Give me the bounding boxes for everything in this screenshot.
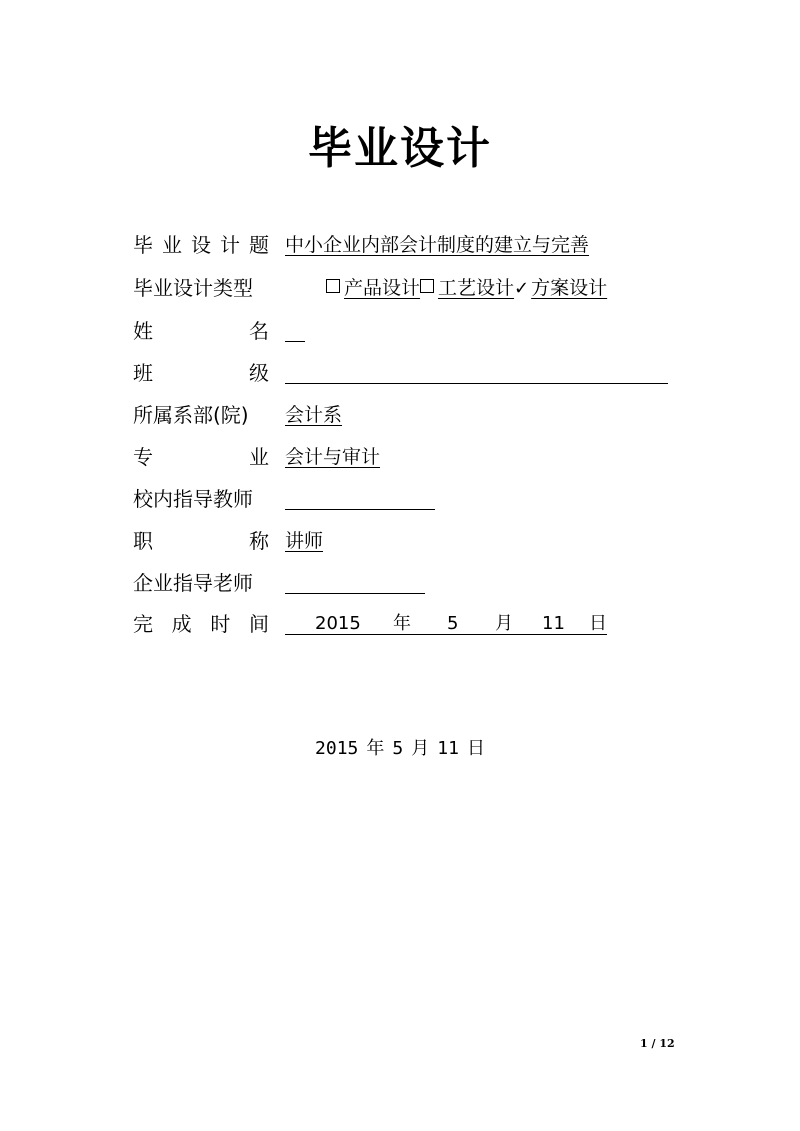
checkbox-process-design [420,279,434,293]
label-char: 名 [249,319,269,343]
label-char: 完 [133,612,153,636]
type-options [326,273,607,304]
footer-day-unit: 日 [466,738,485,759]
field-label [133,568,269,598]
checkbox-product-design [326,279,340,293]
field-label [133,400,269,430]
label-text: 校内指导教师 [133,487,253,511]
footer-year: 2015 [315,738,359,759]
title-rank-value: 讲师 [285,530,324,552]
field-major [133,442,673,472]
completion-year-unit: 年 [393,613,411,634]
company-advisor-blank-line [285,593,425,594]
label-char: 题 [249,233,269,257]
completion-year: 2015 [315,613,361,634]
field-label [133,484,269,514]
major-value: 会计与审计 [285,446,381,468]
field-department [133,400,673,430]
label-char: 业 [162,233,182,257]
field-school-advisor [133,484,673,514]
field-completion-date [133,609,673,639]
label-char: 姓 [133,319,153,343]
field-label [133,230,269,260]
field-label [133,273,269,303]
completion-month-unit: 月 [495,613,513,634]
field-title-rank [133,526,673,556]
department-value: 会计系 [285,404,343,426]
field-type [133,273,673,303]
field-label [133,358,269,388]
completion-day: 11 [542,613,565,634]
label-char: 职 [133,529,153,553]
option-scheme-design: 方案设计 [531,277,608,299]
label-char: 毕 [133,233,153,257]
label-char: 时 [210,612,231,636]
label-text: 所属系部(院) [133,403,249,427]
label-text: 企业指导老师 [133,571,253,595]
field-label [133,609,269,639]
field-class [133,358,673,388]
name-blank-line [285,341,305,342]
footer-date [0,734,800,760]
footer-month: 5 [392,738,404,759]
footer-month-unit: 月 [411,738,430,759]
label-char: 间 [248,612,269,636]
label-text: 毕业设计类型 [133,276,253,300]
label-char: 业 [249,445,269,469]
label-char: 设 [191,233,211,257]
field-label [133,442,269,472]
topic-value: 中小企业内部会计制度的建立与完善 [285,234,590,256]
document-title: 毕业设计 [308,123,492,174]
option-product-design: 产品设计 [344,277,421,299]
check-mark-icon: ✓ [514,278,530,299]
class-blank-line [285,383,668,384]
label-char: 计 [220,233,240,257]
footer-year-unit: 年 [366,738,385,759]
field-label [133,316,269,346]
completion-day-unit: 日 [589,613,607,634]
label-char: 级 [249,361,269,385]
label-char: 班 [133,361,153,385]
field-label [133,526,269,556]
label-char: 称 [249,529,269,553]
label-char: 专 [133,445,153,469]
field-company-advisor [133,568,673,598]
field-topic [133,230,673,260]
completion-month: 5 [447,613,459,634]
school-advisor-blank-line [285,509,435,510]
page-number: 1 / 12 [640,1037,675,1050]
label-char: 成 [171,612,192,636]
footer-day: 11 [437,738,459,759]
field-name [133,316,673,346]
option-process-design: 工艺设计 [438,277,515,299]
